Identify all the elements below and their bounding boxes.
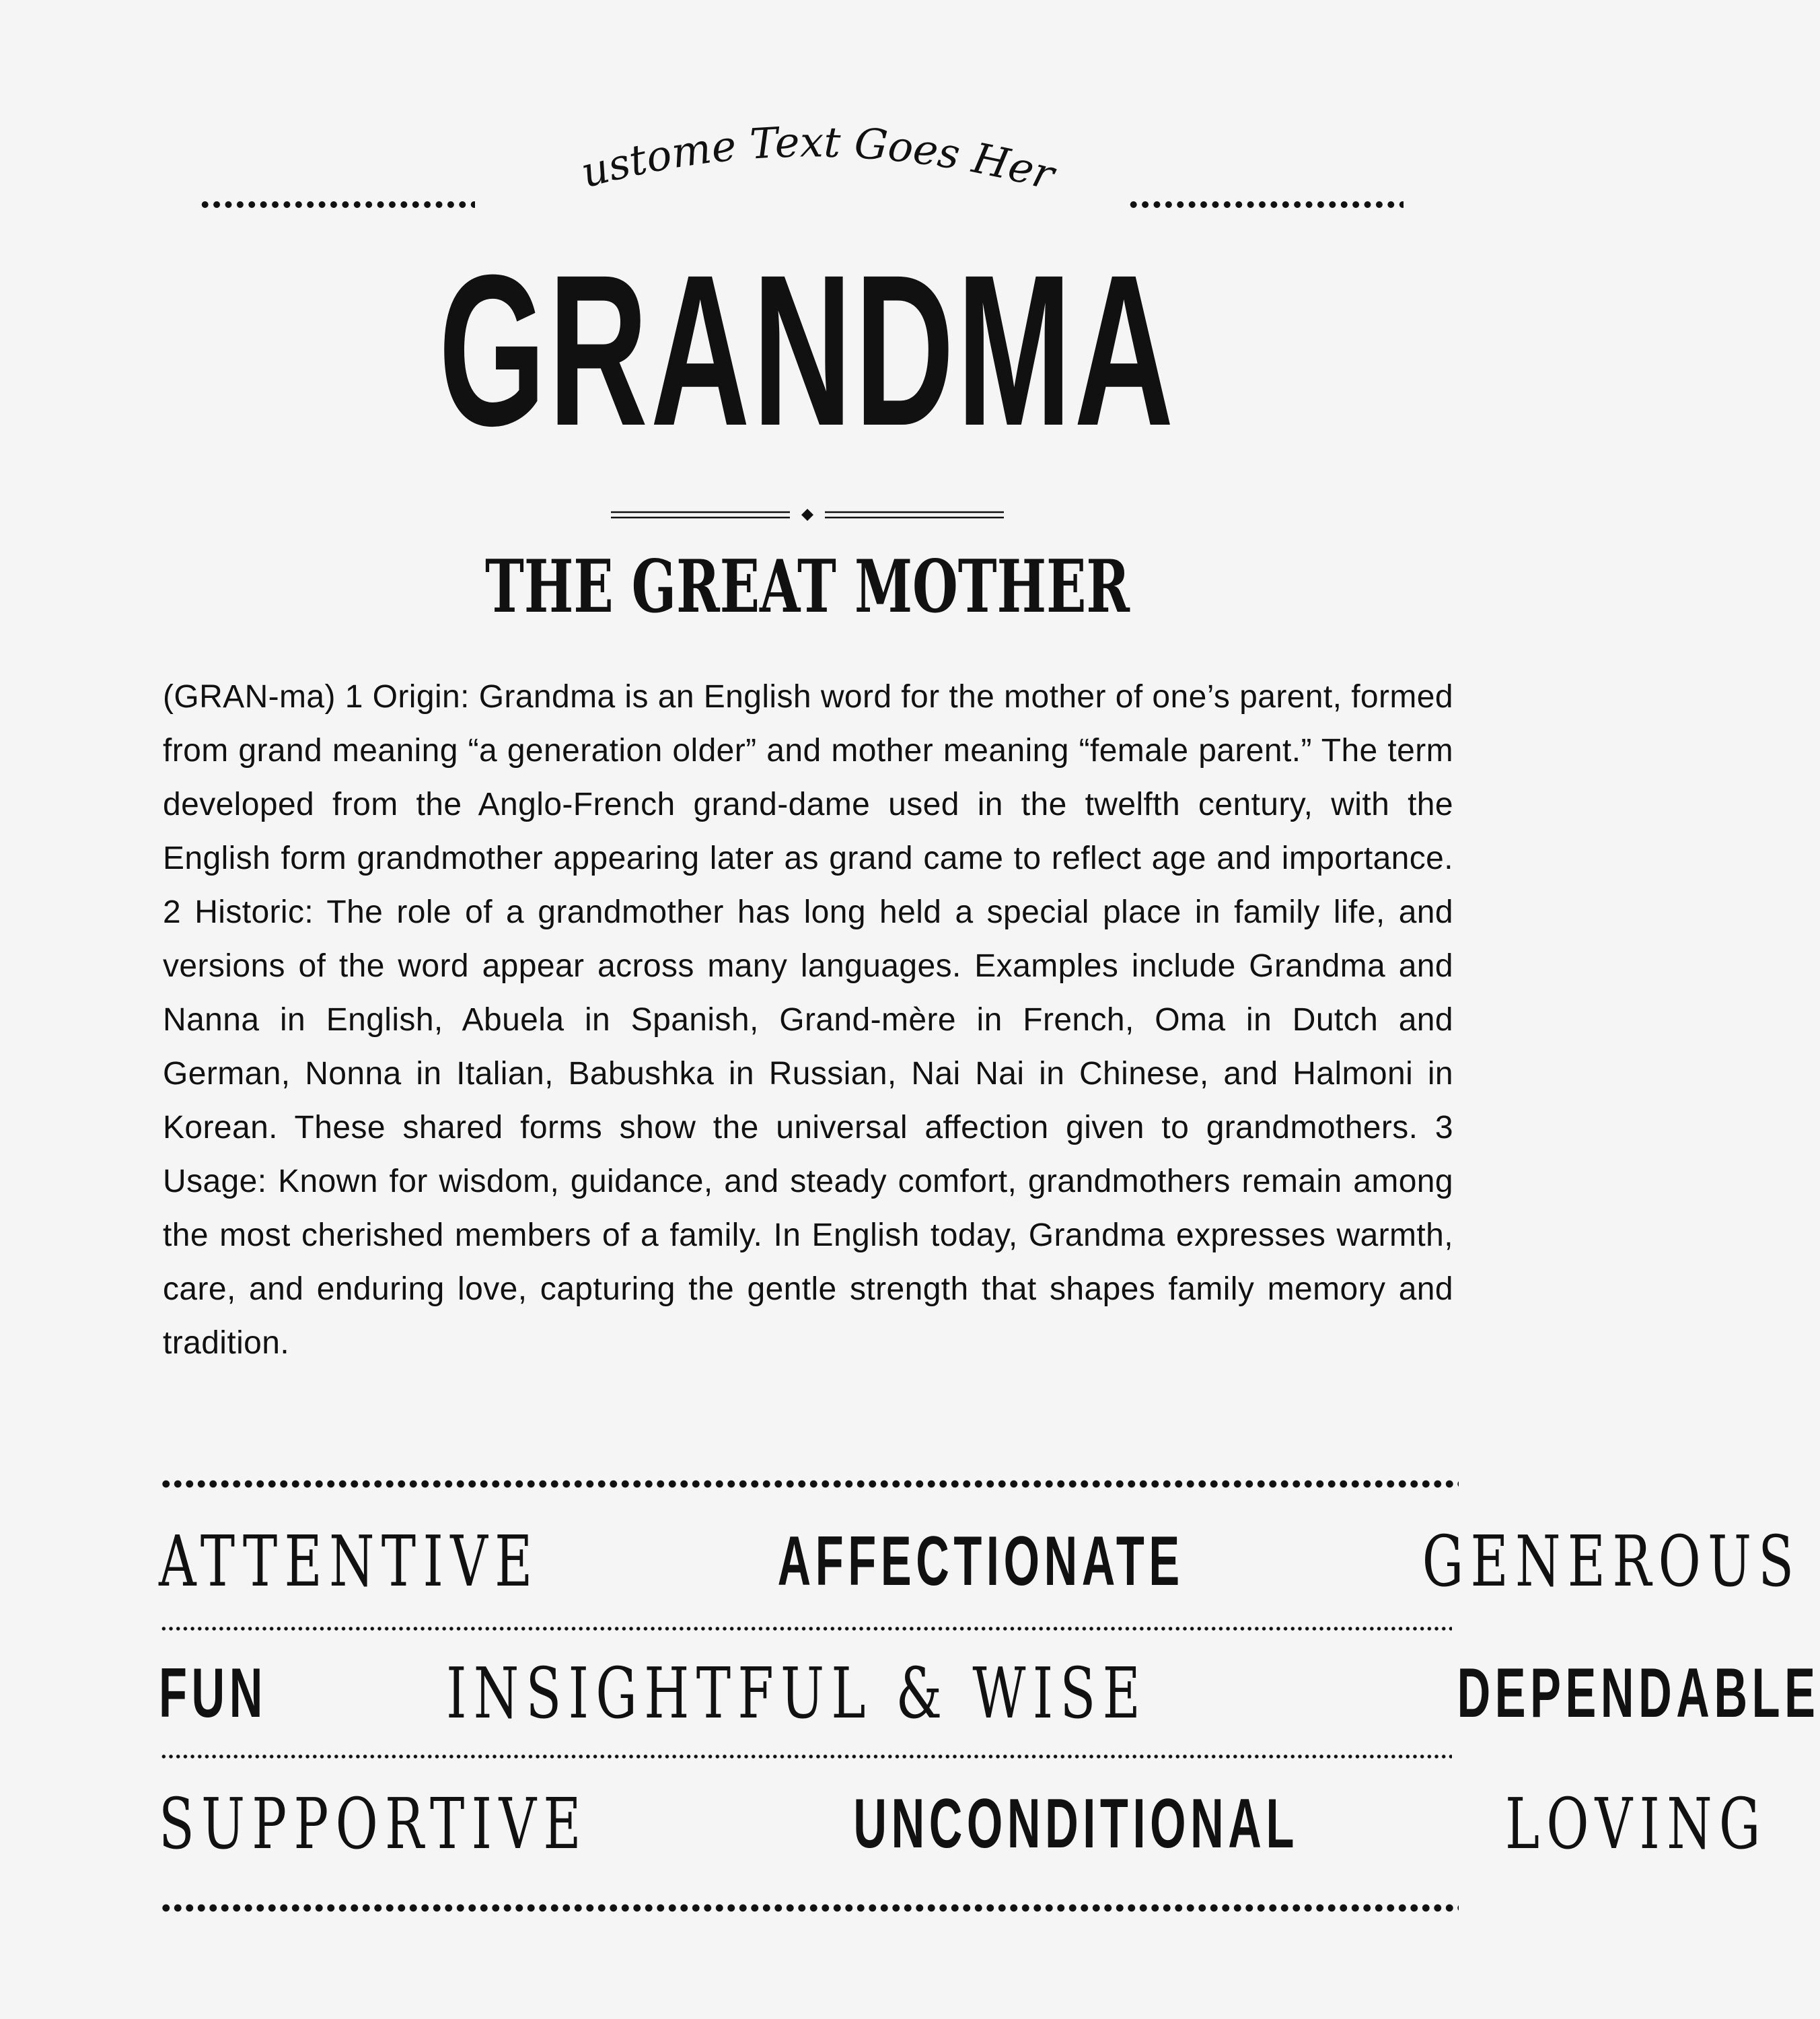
custom-text-arc — [509, 69, 1090, 236]
diamond-ornament-divider — [606, 505, 1009, 525]
trait-word: SUPPORTIVE — [159, 1783, 588, 1865]
dotted-divider-heavy — [160, 1903, 1459, 1913]
trait-word-bold: FUN — [159, 1654, 267, 1732]
dotted-divider-left — [199, 201, 475, 209]
trait-row — [159, 1783, 1768, 1865]
trait-word: INSIGHTFUL & WISE — [445, 1652, 1147, 1734]
custom-text: Custome Text Goes Here — [509, 69, 1060, 200]
trait-word-bold: UNCONDITIONAL — [853, 1785, 1299, 1863]
page-title: GRANDMA — [438, 229, 1177, 470]
dotted-divider-light — [160, 1626, 1452, 1631]
subtitle: THE GREAT MOTHER — [484, 544, 1130, 629]
diamond-icon — [801, 509, 813, 521]
trait-word-bold: AFFECTIONATE — [778, 1522, 1185, 1600]
trait-word: GENEROUS — [1422, 1520, 1801, 1602]
trait-word: ATTENTIVE — [159, 1520, 540, 1602]
dotted-divider-heavy — [160, 1479, 1459, 1489]
trait-row — [159, 1520, 1801, 1602]
trait-row — [159, 1652, 1820, 1734]
definition-paragraph: (GRAN-ma) 1 Origin: Grandma is an English word for the mother of one’s parent, formed from grand meaning “a generation older” and mother meaning “female parent.” The term developed from the Anglo-French grand-dame used in the twelfth century, with the English form grandmother appearing later as grand came to reflect age and importance. 2 Historic: The role of a grandmother has long held a special place in family life, and versions of the word appear across many languages. Examples include Grandma and Nanna in English, Abuela in Spanish, Grand-mère in French, Oma in Dutch and German, Nonna in Italian, Babushka in Russian, Nai Nai in Chinese, and Halmoni in Korean. These shared forms show the universal affection given to grandmothers. 3 Usage: Known for wisdom, guidance, and steady comfort, grandmothers remain among the most cherished members of a family. In English today, Grandma expresses warmth, care, and enduring love, capturing the gentle strength that shapes family memory and tradition. — [163, 679, 1453, 1361]
trait-word: LOVING — [1505, 1783, 1768, 1865]
dotted-divider-right — [1128, 201, 1404, 209]
trait-word-bold: DEPENDABLE — [1457, 1654, 1820, 1732]
dotted-divider-light — [160, 1754, 1452, 1759]
